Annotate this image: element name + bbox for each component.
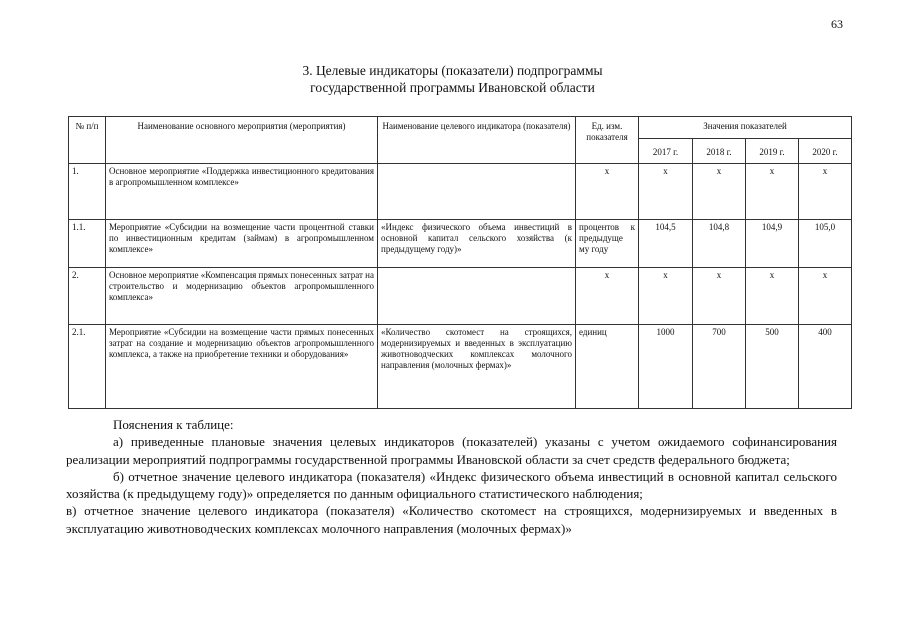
row-value: 104,5 [639, 220, 693, 268]
table-row [69, 220, 852, 268]
indicators-table [68, 116, 852, 409]
header-event: Наименование основного мероприятия (мероприятия) [106, 117, 378, 164]
table-row [69, 268, 852, 325]
note-c: в) отчетное значение целевого индикатора (показателя) «Количество скотомест на строящихся, модернизируемых и введенных в эксплуатацию животноводческих комплексах молочного направления (молочных фермах)» [66, 503, 837, 536]
row-indicator [378, 164, 576, 220]
table-row [69, 325, 852, 409]
table-row [69, 164, 852, 220]
row-num: 1. [69, 164, 106, 220]
header-year: 2018 г. [693, 139, 746, 164]
note-a: а) приведенные плановые значения целевых индикаторов (показателей) указаны с учетом ожидаемого софинансирования реализации мероприятий подпрограммы государственной программы Ивановской области за счет средств федерального бюджета; [66, 434, 837, 467]
row-value: 105,0 [799, 220, 852, 268]
row-indicator: «Индекс физического объема инвестиций в основной капитал сельского хозяйства (к предыдущему году)» [378, 220, 576, 268]
row-value: x [693, 164, 746, 220]
title-line-1: 3. Целевые индикаторы (показатели) подпрограммы [302, 63, 603, 78]
header-year: 2017 г. [639, 139, 693, 164]
table-notes [66, 416, 837, 537]
row-value: x [746, 164, 799, 220]
row-num: 2.1. [69, 325, 106, 409]
header-indicator: Наименование целевого индикатора (показателя) [378, 117, 576, 164]
row-value: 1000 [639, 325, 693, 409]
row-value: 104,9 [746, 220, 799, 268]
row-value: 104,8 [693, 220, 746, 268]
row-unit: единиц [576, 325, 639, 409]
row-value: 700 [693, 325, 746, 409]
row-value: x [639, 268, 693, 325]
row-num: 1.1. [69, 220, 106, 268]
header-year: 2020 г. [799, 139, 852, 164]
title-line-2: государственной программы Ивановской области [310, 80, 595, 95]
row-num: 2. [69, 268, 106, 325]
row-event: Основное мероприятие «Компенсация прямых понесенных затрат на строительство и модернизацию объектов агропромышленного комплекса» [106, 268, 378, 325]
row-value: x [799, 268, 852, 325]
header-values: Значения показателей [639, 117, 852, 139]
row-event: Мероприятие «Субсидии на возмещение части процентной ставки по инвестиционным кредитам (займам) в агропромышленном комплексе» [106, 220, 378, 268]
row-event: Основное мероприятие «Поддержка инвестиционного кредитования в агропромышленном комплексе» [106, 164, 378, 220]
row-value: x [799, 164, 852, 220]
row-value: x [746, 268, 799, 325]
row-value: 400 [799, 325, 852, 409]
note-b: б) отчетное значение целевого индикатора (показателя) «Индекс физического объема инвестиций в основной капитал сельского хозяйства (к предыдущему году)» определяется по данным официального статистического наблюдения; [66, 468, 837, 502]
header-year: 2019 г. [746, 139, 799, 164]
header-num: № п/п [69, 117, 106, 164]
page-number: 63 [831, 17, 843, 31]
row-unit: x [576, 164, 639, 220]
row-event: Мероприятие «Субсидии на возмещение части прямых понесенных затрат на создание и модернизацию объектов агропромышленного комплекса, а также на приобретение техники и оборудования» [106, 325, 378, 409]
row-indicator [378, 268, 576, 325]
row-value: 500 [746, 325, 799, 409]
row-unit: процентов к предыдуще му году [576, 220, 639, 268]
row-unit: x [576, 268, 639, 325]
notes-heading: Пояснения к таблице: [113, 417, 234, 432]
page-title [0, 62, 905, 96]
row-value: x [639, 164, 693, 220]
header-unit: Ед. изм. показателя [576, 117, 639, 164]
row-value: x [693, 268, 746, 325]
row-indicator: «Количество скотомест на строящихся, модернизируемых и введенных в эксплуатацию животноводческих комплексах молочного направления (молочных фермах)» [378, 325, 576, 409]
